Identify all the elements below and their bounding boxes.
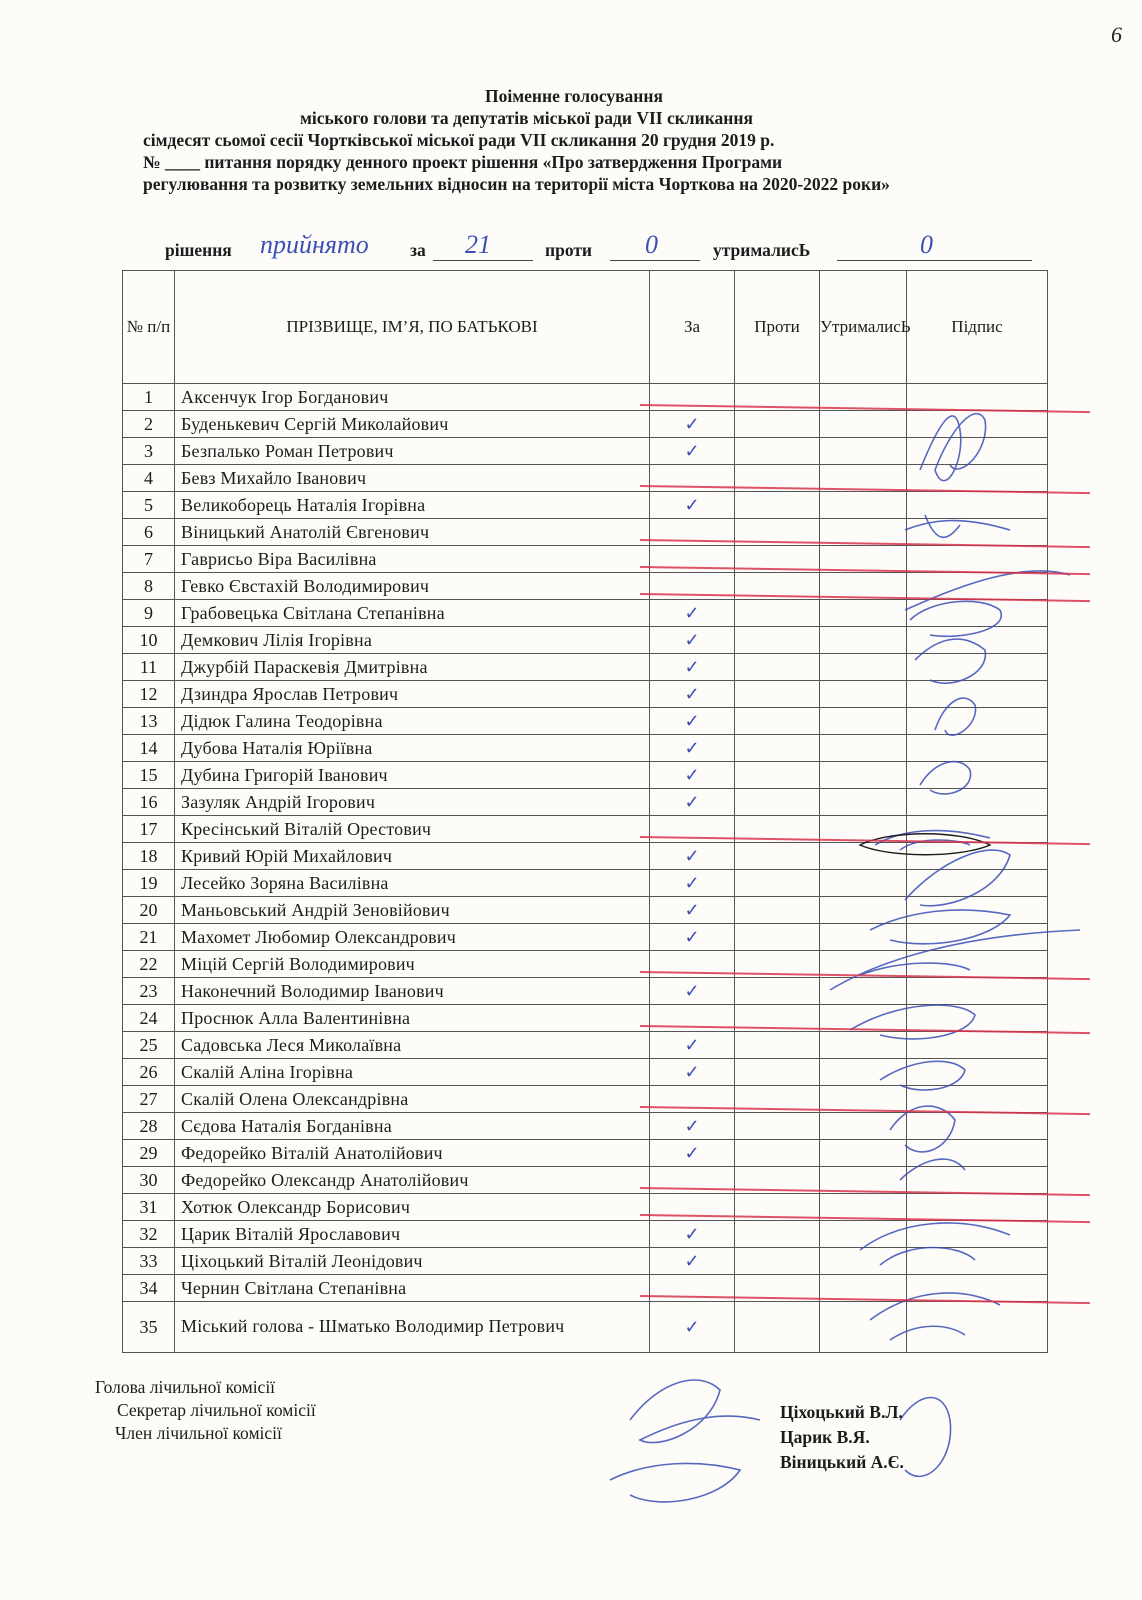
vote-for-cell [650, 654, 735, 681]
signature-cell [907, 762, 1048, 789]
check-mark-icon: ✓ [684, 792, 700, 812]
table-header-row [123, 271, 1048, 384]
commission-secretary-label: Секретар лічильної комісії [117, 1400, 316, 1420]
check-mark-icon: ✓ [684, 630, 700, 650]
deputy-name: Федорейко Віталій Анатолійович [175, 1140, 650, 1167]
for-label: за [410, 240, 426, 260]
signature-cell [907, 1059, 1048, 1086]
row-number: 13 [123, 708, 175, 735]
row-number: 30 [123, 1167, 175, 1194]
vote-for-cell [650, 708, 735, 735]
table-row [123, 1113, 1048, 1140]
vote-abstain-cell [820, 762, 907, 789]
table-row [123, 411, 1048, 438]
signature-cell [907, 1302, 1048, 1353]
signature-cell [907, 465, 1048, 492]
signature-cell [907, 951, 1048, 978]
check-mark-icon: ✓ [684, 1317, 700, 1337]
check-mark-icon: ✓ [684, 414, 700, 434]
table-row [123, 1167, 1048, 1194]
deputy-name: Сєдова Наталія Богданівна [175, 1113, 650, 1140]
abstain-blank [837, 260, 1032, 261]
signature-cell [907, 789, 1048, 816]
signature-cell [907, 1140, 1048, 1167]
vote-against-cell [735, 492, 820, 519]
deputy-name: Гаврисьо Віра Василівна [175, 546, 650, 573]
deputy-name: Проснюк Алла Валентинівна [175, 1005, 650, 1032]
table-row [123, 1275, 1048, 1302]
signature-cell [907, 1194, 1048, 1221]
vote-for-cell [650, 411, 735, 438]
col-header-against: Проти [735, 271, 820, 384]
row-number: 21 [123, 924, 175, 951]
vote-for-cell [650, 924, 735, 951]
signature-cell [907, 1221, 1048, 1248]
row-number: 25 [123, 1032, 175, 1059]
row-number: 23 [123, 978, 175, 1005]
vote-abstain-cell [820, 897, 907, 924]
vote-for-cell [650, 735, 735, 762]
signature-cell [907, 546, 1048, 573]
signature-cell [907, 384, 1048, 411]
vote-for-cell [650, 1221, 735, 1248]
col-header-num: № п/п [123, 271, 175, 384]
vote-abstain-cell [820, 789, 907, 816]
subtitle-line: міського голови та депутатів міської ради VII скликання [300, 108, 753, 128]
row-number: 28 [123, 1113, 175, 1140]
table-row [123, 735, 1048, 762]
vote-against-cell [735, 843, 820, 870]
row-number: 17 [123, 816, 175, 843]
abstain-label: утрималисЬ [713, 240, 811, 260]
table-row [123, 1248, 1048, 1275]
deputy-name: Махомет Любомир Олександрович [175, 924, 650, 951]
signature-cell [907, 1248, 1048, 1275]
commission-roles [95, 1376, 316, 1445]
page-number: 6 [1111, 22, 1122, 47]
vote-abstain-cell [820, 924, 907, 951]
commission-chair-name: Ціхоцький В.Л. [780, 1402, 903, 1422]
vote-against-cell [735, 1059, 820, 1086]
against-blank [610, 260, 700, 261]
for-handwritten: 21 [465, 230, 491, 259]
check-mark-icon: ✓ [684, 1116, 700, 1136]
row-number: 8 [123, 573, 175, 600]
deputy-name: Наконечний Володимир Іванович [175, 978, 650, 1005]
signature-icon [630, 1380, 760, 1443]
vote-tally [165, 232, 1045, 268]
vote-against-cell [735, 654, 820, 681]
deputy-name: Міський голова - Шматько Володимир Петрович [175, 1302, 650, 1353]
table-row [123, 1059, 1048, 1086]
deputy-name: Демкович Лілія Ігорівна [175, 627, 650, 654]
vote-abstain-cell [820, 438, 907, 465]
table-row [123, 384, 1048, 411]
vote-abstain-cell [820, 1140, 907, 1167]
signature-cell [907, 924, 1048, 951]
check-mark-icon: ✓ [684, 441, 700, 461]
col-header-signature: Підпис [907, 271, 1048, 384]
row-number: 5 [123, 492, 175, 519]
table-row [123, 762, 1048, 789]
vote-abstain-cell [820, 654, 907, 681]
deputy-name: Лесейко Зоряна Василівна [175, 870, 650, 897]
vote-against-cell [735, 870, 820, 897]
check-mark-icon: ✓ [684, 711, 700, 731]
vote-abstain-cell [820, 1221, 907, 1248]
vote-for-cell [650, 1032, 735, 1059]
signature-cell [907, 627, 1048, 654]
vote-against-cell [735, 789, 820, 816]
vote-for-cell [650, 897, 735, 924]
vote-for-cell [650, 681, 735, 708]
table-row [123, 708, 1048, 735]
deputy-name: Кресінський Віталій Орестович [175, 816, 650, 843]
deputy-name: Маньовський Андрій Зеновійович [175, 897, 650, 924]
vote-against-cell [735, 1140, 820, 1167]
check-mark-icon: ✓ [684, 846, 700, 866]
check-mark-icon: ✓ [684, 1143, 700, 1163]
vote-abstain-cell [820, 1113, 907, 1140]
against-label: проти [545, 240, 593, 260]
vote-against-cell [735, 735, 820, 762]
deputy-name: Чернин Світлана Степанівна [175, 1275, 650, 1302]
vote-against-cell [735, 897, 820, 924]
signature-icon [900, 1398, 951, 1477]
signature-cell [907, 1032, 1048, 1059]
deputy-name: Дубова Наталія Юріївна [175, 735, 650, 762]
deputy-name: Федорейко Олександр Анатолійович [175, 1167, 650, 1194]
row-number: 34 [123, 1275, 175, 1302]
vote-abstain-cell [820, 708, 907, 735]
commission-member-name: Віницький А.Є. [780, 1452, 904, 1472]
check-mark-icon: ✓ [684, 738, 700, 758]
vote-abstain-cell [820, 1059, 907, 1086]
table-row [123, 789, 1048, 816]
deputy-name: Бевз Михайло Іванович [175, 465, 650, 492]
row-number: 12 [123, 681, 175, 708]
row-number: 31 [123, 1194, 175, 1221]
row-number: 3 [123, 438, 175, 465]
table-row [123, 897, 1048, 924]
row-number: 27 [123, 1086, 175, 1113]
table-row [123, 1086, 1048, 1113]
signature-cell [907, 1113, 1048, 1140]
table-row [123, 1140, 1048, 1167]
table-row [123, 924, 1048, 951]
session-line: сімдесят сьомої сесії Чортківської міської ради VII скликання 20 грудня 2019 р. [143, 130, 775, 150]
deputy-name: Зазуляк Андрій Ігорович [175, 789, 650, 816]
deputy-name: Дідюк Галина Теодорівна [175, 708, 650, 735]
vote-for-cell [650, 600, 735, 627]
row-number: 1 [123, 384, 175, 411]
row-number: 29 [123, 1140, 175, 1167]
for-blank [433, 260, 533, 261]
commission-member-label: Член лічильної комісії [115, 1423, 282, 1443]
signature-cell [907, 870, 1048, 897]
row-number: 14 [123, 735, 175, 762]
check-mark-icon: ✓ [684, 1251, 700, 1271]
vote-abstain-cell [820, 1302, 907, 1353]
vote-abstain-cell [820, 735, 907, 762]
vote-against-cell [735, 1221, 820, 1248]
table-row [123, 870, 1048, 897]
signature-cell [907, 897, 1048, 924]
deputy-name: Царик Віталій Ярославович [175, 1221, 650, 1248]
table-row [123, 492, 1048, 519]
vote-abstain-cell [820, 978, 907, 1005]
check-mark-icon: ✓ [684, 1035, 700, 1055]
vote-for-cell [650, 1248, 735, 1275]
signature-cell [907, 438, 1048, 465]
table-row [123, 1005, 1048, 1032]
signature-cell [907, 978, 1048, 1005]
decision-label: рішення [165, 240, 232, 260]
row-number: 15 [123, 762, 175, 789]
signature-cell [907, 492, 1048, 519]
row-number: 4 [123, 465, 175, 492]
against-handwritten: 0 [645, 230, 658, 259]
signature-cell [907, 1005, 1048, 1032]
deputy-name: Дубина Григорій Іванович [175, 762, 650, 789]
deputy-name: Великоборець Наталія Ігорівна [175, 492, 650, 519]
check-mark-icon: ✓ [684, 684, 700, 704]
table-row [123, 1221, 1048, 1248]
table-row [123, 1194, 1048, 1221]
vote-for-cell [650, 492, 735, 519]
vote-for-cell [650, 1140, 735, 1167]
row-number: 10 [123, 627, 175, 654]
table-row [123, 951, 1048, 978]
signature-cell [907, 816, 1048, 843]
table-row [123, 654, 1048, 681]
check-mark-icon: ✓ [684, 927, 700, 947]
table-row [123, 978, 1048, 1005]
vote-against-cell [735, 1302, 820, 1353]
signature-cell [907, 708, 1048, 735]
vote-against-cell [735, 708, 820, 735]
vote-against-cell [735, 1113, 820, 1140]
vote-for-cell [650, 762, 735, 789]
vote-for-cell [650, 438, 735, 465]
row-number: 6 [123, 519, 175, 546]
table-row [123, 1302, 1048, 1353]
row-number: 18 [123, 843, 175, 870]
table-row [123, 519, 1048, 546]
table-row [123, 438, 1048, 465]
title-line: Поіменне голосування [485, 86, 663, 106]
row-number: 20 [123, 897, 175, 924]
vote-against-cell [735, 681, 820, 708]
vote-against-cell [735, 438, 820, 465]
vote-for-cell [650, 978, 735, 1005]
signature-cell [907, 1275, 1048, 1302]
vote-against-cell [735, 600, 820, 627]
vote-abstain-cell [820, 870, 907, 897]
row-number: 24 [123, 1005, 175, 1032]
check-mark-icon: ✓ [684, 1062, 700, 1082]
vote-against-cell [735, 1248, 820, 1275]
check-mark-icon: ✓ [684, 1224, 700, 1244]
deputy-name: Кривий Юрій Михайлович [175, 843, 650, 870]
deputy-name: Аксенчук Ігор Богданович [175, 384, 650, 411]
commission-chair-label: Голова лічильної комісії [95, 1377, 276, 1397]
row-number: 35 [123, 1302, 175, 1353]
row-number: 11 [123, 654, 175, 681]
col-header-abstain: УтрималисЬ [820, 271, 907, 384]
vote-abstain-cell [820, 492, 907, 519]
deputy-name: Міцій Сергій Володимирович [175, 951, 650, 978]
table-row [123, 627, 1048, 654]
col-header-name: ПРІЗВИЩЕ, ІМ’Я, ПО БАТЬКОВІ [175, 271, 650, 384]
table-row [123, 600, 1048, 627]
signature-cell [907, 600, 1048, 627]
row-number: 16 [123, 789, 175, 816]
vote-abstain-cell [820, 411, 907, 438]
col-header-for: За [650, 271, 735, 384]
table-row [123, 573, 1048, 600]
vote-abstain-cell [820, 600, 907, 627]
row-number: 2 [123, 411, 175, 438]
vote-for-cell [650, 1059, 735, 1086]
vote-for-cell [650, 843, 735, 870]
deputy-name: Дзиндра Ярослав Петрович [175, 681, 650, 708]
deputy-name: Скалій Олена Олександрівна [175, 1086, 650, 1113]
table-row [123, 816, 1048, 843]
signature-cell [907, 1086, 1048, 1113]
commission-names [780, 1400, 904, 1475]
agenda-line: № ____ питання порядку денного проект рішення «Про затвердження Програми [143, 152, 783, 172]
signature-cell [907, 843, 1048, 870]
row-number: 32 [123, 1221, 175, 1248]
vote-against-cell [735, 411, 820, 438]
deputy-name: Безпалько Роман Петрович [175, 438, 650, 465]
table-body [123, 384, 1048, 1353]
signature-cell [907, 681, 1048, 708]
deputy-name: Ціхоцький Віталій Леонідович [175, 1248, 650, 1275]
table-row [123, 546, 1048, 573]
check-mark-icon: ✓ [684, 765, 700, 785]
check-mark-icon: ✓ [684, 900, 700, 920]
deputy-name: Буденькевич Сергій Миколайович [175, 411, 650, 438]
decision-handwritten: прийнято [260, 230, 369, 259]
vote-for-cell [650, 627, 735, 654]
table-row [123, 1032, 1048, 1059]
row-number: 33 [123, 1248, 175, 1275]
deputy-name: Скалій Аліна Ігорівна [175, 1059, 650, 1086]
table-row [123, 465, 1048, 492]
check-mark-icon: ✓ [684, 873, 700, 893]
deputy-name: Віницький Анатолій Євгенович [175, 519, 650, 546]
signature-cell [907, 654, 1048, 681]
vote-abstain-cell [820, 843, 907, 870]
deputy-name: Гевко Євстахій Володимирович [175, 573, 650, 600]
deputy-name: Хотюк Олександр Борисович [175, 1194, 650, 1221]
vote-abstain-cell [820, 681, 907, 708]
vote-against-cell [735, 1032, 820, 1059]
row-number: 19 [123, 870, 175, 897]
signature-cell [907, 519, 1048, 546]
check-mark-icon: ✓ [684, 495, 700, 515]
table-row [123, 843, 1048, 870]
vote-abstain-cell [820, 627, 907, 654]
abstain-handwritten: 0 [920, 230, 933, 259]
deputy-name: Садовська Леся Миколаївна [175, 1032, 650, 1059]
agenda-line-2: регулювання та розвитку земельних відносин на території міста Чорткова на 2020-2022 роки» [143, 174, 890, 194]
vote-for-cell [650, 1302, 735, 1353]
vote-against-cell [735, 924, 820, 951]
vote-abstain-cell [820, 1032, 907, 1059]
vote-against-cell [735, 978, 820, 1005]
vote-against-cell [735, 627, 820, 654]
check-mark-icon: ✓ [684, 657, 700, 677]
vote-against-cell [735, 762, 820, 789]
check-mark-icon: ✓ [684, 981, 700, 1001]
vote-for-cell [650, 789, 735, 816]
vote-for-cell [650, 1113, 735, 1140]
vote-for-cell [650, 870, 735, 897]
commission-secretary-name: Царик В.Я. [780, 1427, 870, 1447]
row-number: 26 [123, 1059, 175, 1086]
row-number: 7 [123, 546, 175, 573]
signature-cell [907, 573, 1048, 600]
signature-cell [907, 411, 1048, 438]
deputy-name: Джурбій Параскевія Дмитрівна [175, 654, 650, 681]
vote-abstain-cell [820, 1248, 907, 1275]
deputy-name: Грабовецька Світлана Степанівна [175, 600, 650, 627]
check-mark-icon: ✓ [684, 603, 700, 623]
table-row [123, 681, 1048, 708]
signature-icon [610, 1463, 740, 1501]
signature-cell [907, 735, 1048, 762]
row-number: 22 [123, 951, 175, 978]
signature-cell [907, 1167, 1048, 1194]
row-number: 9 [123, 600, 175, 627]
